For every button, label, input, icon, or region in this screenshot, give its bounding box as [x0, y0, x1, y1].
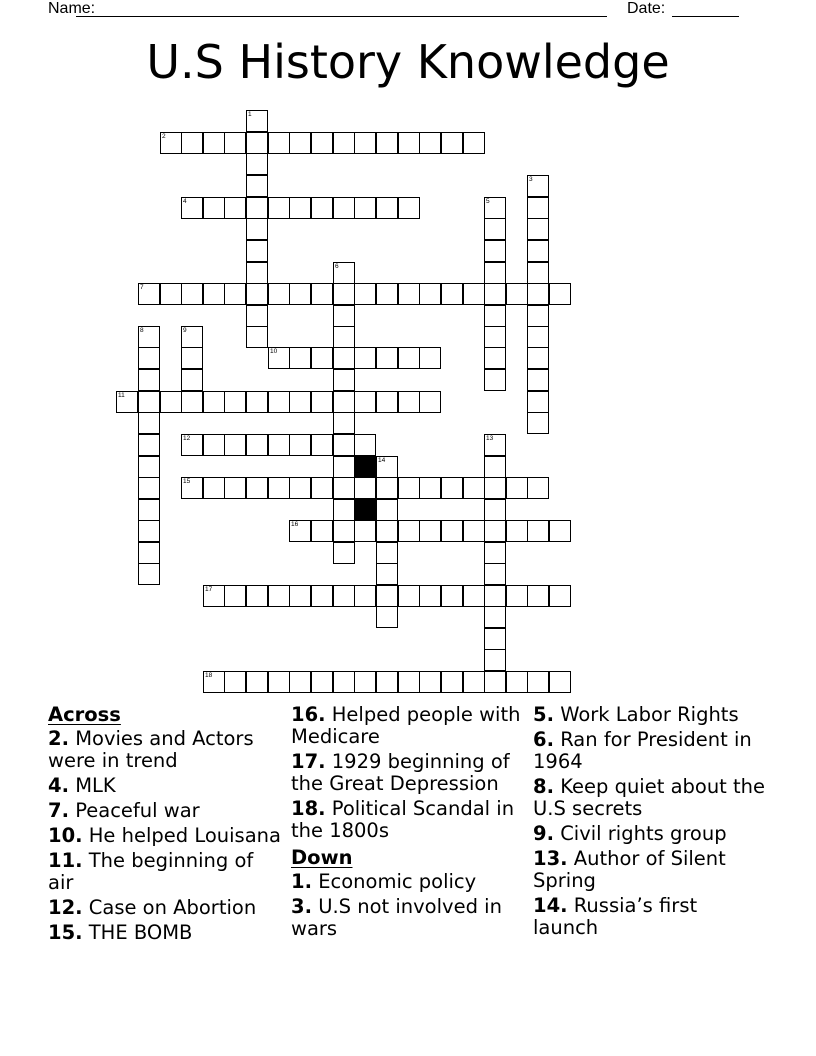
- grid-cell[interactable]: [333, 412, 355, 434]
- grid-cell[interactable]: [246, 197, 268, 219]
- grid-cell[interactable]: [203, 391, 225, 413]
- grid-cell[interactable]: [181, 347, 203, 369]
- grid-cell[interactable]: [246, 175, 268, 197]
- grid-cell[interactable]: [376, 283, 398, 305]
- grid-cell[interactable]: [246, 671, 268, 693]
- grid-cell[interactable]: [398, 477, 420, 499]
- grid-cell[interactable]: [419, 520, 441, 542]
- grid-cell[interactable]: [549, 585, 571, 607]
- grid-cell[interactable]: [289, 197, 311, 219]
- cell-number: 10: [270, 348, 278, 355]
- grid-cell[interactable]: [138, 456, 160, 478]
- grid-cell[interactable]: [419, 477, 441, 499]
- grid-cell[interactable]: [289, 477, 311, 499]
- grid-cell[interactable]: [268, 585, 290, 607]
- grid-cell[interactable]: [246, 262, 268, 284]
- clue-text: 1929 beginning of the Great Depression: [291, 750, 510, 795]
- grid-cell[interactable]: [549, 283, 571, 305]
- grid-cell[interactable]: [527, 391, 549, 413]
- grid-cell[interactable]: [527, 347, 549, 369]
- grid-cell[interactable]: [268, 197, 290, 219]
- grid-cell[interactable]: [268, 391, 290, 413]
- grid-cell[interactable]: [549, 671, 571, 693]
- grid-cell[interactable]: [311, 477, 333, 499]
- clue-text: Economic policy: [318, 870, 477, 893]
- clue-number: 1.: [291, 870, 312, 893]
- cell-number: 1: [248, 111, 252, 118]
- clue-column-1: [48, 702, 282, 947]
- grid-cell[interactable]: [268, 347, 290, 369]
- grid-cell[interactable]: [138, 563, 160, 585]
- grid-cell[interactable]: [333, 520, 355, 542]
- grid-cell[interactable]: [527, 305, 549, 327]
- clue-item: [533, 776, 767, 820]
- grid-cell[interactable]: [138, 391, 160, 413]
- clue-item: [533, 704, 767, 726]
- cell-number: 13: [486, 435, 494, 442]
- clue-number: 16.: [291, 703, 326, 726]
- grid-cell[interactable]: [246, 585, 268, 607]
- grid-cell[interactable]: [311, 671, 333, 693]
- grid-cell[interactable]: [138, 326, 160, 348]
- grid-cell[interactable]: [463, 283, 485, 305]
- grid-cell[interactable]: [333, 391, 355, 413]
- grid-cell[interactable]: [506, 283, 528, 305]
- black-square: [354, 456, 376, 478]
- grid-cell[interactable]: [246, 153, 268, 175]
- cell-number: 6: [335, 263, 339, 270]
- grid-cell[interactable]: [484, 542, 506, 564]
- grid-cell[interactable]: [333, 477, 355, 499]
- grid-cell[interactable]: [419, 283, 441, 305]
- cell-number: 16: [291, 521, 299, 528]
- grid-cell[interactable]: [138, 283, 160, 305]
- grid-cell[interactable]: [246, 477, 268, 499]
- grid-cell[interactable]: [354, 520, 376, 542]
- clue-number: 12.: [48, 896, 83, 919]
- grid-cell[interactable]: [376, 477, 398, 499]
- clue-item: [48, 775, 282, 797]
- clue-text: The beginning of air: [48, 849, 254, 894]
- grid-cell[interactable]: [484, 262, 506, 284]
- cell-number: 17: [205, 586, 213, 593]
- clue-number: 13.: [533, 847, 568, 870]
- grid-cell[interactable]: [527, 197, 549, 219]
- grid-cell[interactable]: [419, 671, 441, 693]
- grid-cell[interactable]: [333, 434, 355, 456]
- grid-cell[interactable]: [354, 585, 376, 607]
- date-line[interactable]: [672, 16, 739, 17]
- grid-cell[interactable]: [419, 347, 441, 369]
- grid-cell[interactable]: [376, 347, 398, 369]
- clue-text: Ran for President in 1964: [533, 728, 752, 773]
- clue-item: [48, 728, 282, 772]
- grid-cell[interactable]: [246, 326, 268, 348]
- grid-cell[interactable]: [484, 283, 506, 305]
- grid-cell[interactable]: [376, 563, 398, 585]
- clue-text: Political Scandal in the 1800s: [291, 797, 515, 842]
- grid-cell[interactable]: [311, 347, 333, 369]
- grid-cell[interactable]: [484, 197, 506, 219]
- grid-cell[interactable]: [289, 671, 311, 693]
- grid-cell[interactable]: [376, 391, 398, 413]
- grid-cell[interactable]: [268, 671, 290, 693]
- cell-number: 7: [140, 284, 144, 291]
- grid-cell[interactable]: [116, 391, 138, 413]
- clue-item: [533, 729, 767, 773]
- grid-cell[interactable]: [333, 197, 355, 219]
- date-label: Date:: [627, 0, 666, 17]
- grid-cell[interactable]: [181, 369, 203, 391]
- clue-text: U.S not involved in wars: [291, 895, 502, 940]
- grid-cell[interactable]: [484, 649, 506, 671]
- grid-cell[interactable]: [333, 305, 355, 327]
- clue-text: Author of Silent Spring: [533, 847, 726, 892]
- grid-cell[interactable]: [527, 671, 549, 693]
- grid-cell[interactable]: [484, 628, 506, 650]
- grid-cell[interactable]: [484, 585, 506, 607]
- grid-cell[interactable]: [333, 347, 355, 369]
- grid-cell[interactable]: [354, 434, 376, 456]
- grid-cell[interactable]: [398, 520, 420, 542]
- clue-item: [291, 704, 525, 748]
- clue-text: Russia’s first launch: [533, 894, 698, 939]
- grid-cell[interactable]: [181, 434, 203, 456]
- grid-cell[interactable]: [138, 412, 160, 434]
- cell-number: 3: [529, 176, 533, 183]
- grid-cell[interactable]: [527, 326, 549, 348]
- clue-number: 9.: [533, 822, 554, 845]
- grid-cell[interactable]: [181, 132, 203, 154]
- grid-cell[interactable]: [333, 671, 355, 693]
- grid-cell[interactable]: [138, 477, 160, 499]
- grid-cell[interactable]: [441, 520, 463, 542]
- grid-cell[interactable]: [333, 456, 355, 478]
- grid-cell[interactable]: [398, 671, 420, 693]
- grid-cell[interactable]: [463, 671, 485, 693]
- grid-cell[interactable]: [506, 520, 528, 542]
- clue-number: 7.: [48, 799, 69, 822]
- grid-cell[interactable]: [181, 283, 203, 305]
- grid-cell[interactable]: [224, 434, 246, 456]
- grid-cell[interactable]: [268, 434, 290, 456]
- clue-number: 6.: [533, 728, 554, 751]
- clue-item: [48, 850, 282, 894]
- grid-cell[interactable]: [203, 671, 225, 693]
- grid-cell[interactable]: [441, 132, 463, 154]
- clue-number: 11.: [48, 849, 83, 872]
- grid-cell[interactable]: [333, 283, 355, 305]
- grid-cell[interactable]: [376, 671, 398, 693]
- grid-cell[interactable]: [181, 197, 203, 219]
- grid-cell[interactable]: [138, 542, 160, 564]
- grid-cell[interactable]: [289, 347, 311, 369]
- clue-item: [291, 798, 525, 842]
- grid-cell[interactable]: [333, 326, 355, 348]
- grid-cell[interactable]: [376, 197, 398, 219]
- clue-section-heading: Down: [291, 846, 353, 869]
- clue-text: Case on Abortion: [88, 896, 257, 919]
- grid-cell[interactable]: [181, 326, 203, 348]
- grid-cell[interactable]: [311, 520, 333, 542]
- clue-item: [533, 895, 767, 939]
- grid-cell[interactable]: [484, 563, 506, 585]
- grid-cell[interactable]: [203, 585, 225, 607]
- grid-cell[interactable]: [311, 585, 333, 607]
- grid-cell[interactable]: [484, 369, 506, 391]
- grid-cell[interactable]: [138, 369, 160, 391]
- grid-cell[interactable]: [527, 477, 549, 499]
- grid-cell[interactable]: [311, 391, 333, 413]
- grid-cell[interactable]: [441, 283, 463, 305]
- grid-cell[interactable]: [224, 391, 246, 413]
- grid-cell[interactable]: [463, 520, 485, 542]
- grid-cell[interactable]: [138, 520, 160, 542]
- clue-text: Helped people with Medicare: [291, 703, 521, 748]
- grid-cell[interactable]: [224, 671, 246, 693]
- grid-cell[interactable]: [311, 197, 333, 219]
- grid-cell[interactable]: [419, 132, 441, 154]
- grid-cell[interactable]: [463, 477, 485, 499]
- grid-cell[interactable]: [527, 369, 549, 391]
- clue-section-heading: Across: [48, 703, 121, 726]
- clue-number: 14.: [533, 894, 568, 917]
- grid-cell[interactable]: [224, 283, 246, 305]
- name-label: Name:: [48, 0, 96, 17]
- clue-column-3: [533, 702, 767, 942]
- clue-text: Peaceful war: [75, 799, 200, 822]
- cell-number: 18: [205, 672, 213, 679]
- grid-cell[interactable]: [506, 477, 528, 499]
- clue-text: Work Labor Rights: [560, 703, 739, 726]
- grid-cell[interactable]: [138, 347, 160, 369]
- grid-cell[interactable]: [311, 434, 333, 456]
- grid-cell[interactable]: [246, 110, 268, 132]
- grid-cell[interactable]: [484, 434, 506, 456]
- grid-cell[interactable]: [484, 326, 506, 348]
- clue-number: 3.: [291, 895, 312, 918]
- grid-cell[interactable]: [246, 218, 268, 240]
- clue-item: [533, 823, 767, 845]
- grid-cell[interactable]: [527, 240, 549, 262]
- grid-cell[interactable]: [527, 283, 549, 305]
- clue-number: 10.: [48, 824, 83, 847]
- clue-text: Civil rights group: [560, 822, 727, 845]
- grid-cell[interactable]: [376, 606, 398, 628]
- grid-cell[interactable]: [527, 175, 549, 197]
- grid-cell[interactable]: [354, 132, 376, 154]
- grid-cell[interactable]: [289, 283, 311, 305]
- page-title: U.S History Knowledge: [146, 35, 670, 89]
- grid-cell[interactable]: [246, 305, 268, 327]
- cell-number: 5: [486, 198, 490, 205]
- grid-cell[interactable]: [246, 434, 268, 456]
- grid-cell[interactable]: [246, 391, 268, 413]
- grid-cell[interactable]: [333, 132, 355, 154]
- grid-cell[interactable]: [376, 132, 398, 154]
- grid-cell[interactable]: [289, 391, 311, 413]
- clue-text: Keep quiet about the U.S secrets: [533, 775, 766, 820]
- grid-cell[interactable]: [224, 477, 246, 499]
- grid-cell[interactable]: [398, 585, 420, 607]
- grid-cell[interactable]: [354, 197, 376, 219]
- grid-cell[interactable]: [398, 391, 420, 413]
- grid-cell[interactable]: [484, 606, 506, 628]
- grid-cell[interactable]: [398, 283, 420, 305]
- grid-cell[interactable]: [376, 520, 398, 542]
- grid-cell[interactable]: [181, 477, 203, 499]
- clue-item: [48, 922, 282, 944]
- grid-cell[interactable]: [441, 585, 463, 607]
- grid-cell[interactable]: [398, 197, 420, 219]
- grid-cell[interactable]: [463, 132, 485, 154]
- grid-cell[interactable]: [333, 369, 355, 391]
- grid-cell[interactable]: [160, 391, 182, 413]
- grid-cell[interactable]: [549, 520, 571, 542]
- grid-cell[interactable]: [484, 456, 506, 478]
- clue-text: He helped Louisana: [88, 824, 281, 847]
- grid-cell[interactable]: [527, 520, 549, 542]
- name-line[interactable]: [76, 16, 607, 17]
- grid-cell[interactable]: [484, 240, 506, 262]
- grid-cell[interactable]: [484, 305, 506, 327]
- grid-cell[interactable]: [224, 585, 246, 607]
- grid-cell[interactable]: [484, 477, 506, 499]
- grid-cell[interactable]: [333, 499, 355, 521]
- grid-cell[interactable]: [484, 218, 506, 240]
- grid-cell[interactable]: [398, 132, 420, 154]
- cell-number: 2: [162, 133, 166, 140]
- grid-cell[interactable]: [138, 499, 160, 521]
- grid-cell[interactable]: [376, 542, 398, 564]
- grid-cell[interactable]: [289, 520, 311, 542]
- clue-item: [48, 897, 282, 919]
- grid-cell[interactable]: [224, 132, 246, 154]
- grid-cell[interactable]: [354, 391, 376, 413]
- grid-cell[interactable]: [376, 499, 398, 521]
- clue-item: [291, 896, 525, 940]
- grid-cell[interactable]: [354, 477, 376, 499]
- grid-cell[interactable]: [311, 132, 333, 154]
- grid-cell[interactable]: [268, 477, 290, 499]
- grid-cell[interactable]: [138, 434, 160, 456]
- grid-cell[interactable]: [268, 132, 290, 154]
- grid-cell[interactable]: [463, 585, 485, 607]
- clue-number: 17.: [291, 750, 326, 773]
- grid-cell[interactable]: [527, 585, 549, 607]
- clue-item: [533, 848, 767, 892]
- cell-number: 9: [183, 327, 187, 334]
- grid-cell[interactable]: [484, 671, 506, 693]
- grid-cell[interactable]: [527, 218, 549, 240]
- clue-item: [291, 751, 525, 795]
- grid-cell[interactable]: [289, 132, 311, 154]
- clue-number: 2.: [48, 727, 69, 750]
- grid-cell[interactable]: [160, 283, 182, 305]
- grid-cell[interactable]: [289, 434, 311, 456]
- grid-cell[interactable]: [203, 477, 225, 499]
- clue-number: 18.: [291, 797, 326, 820]
- clue-text: THE BOMB: [88, 921, 193, 944]
- grid-cell[interactable]: [181, 391, 203, 413]
- black-square: [354, 499, 376, 521]
- grid-cell[interactable]: [506, 585, 528, 607]
- clue-item: [48, 800, 282, 822]
- grid-cell[interactable]: [398, 347, 420, 369]
- clue-item: [48, 825, 282, 847]
- grid-cell[interactable]: [203, 283, 225, 305]
- clue-text: Movies and Actors were in trend: [48, 727, 254, 772]
- grid-cell[interactable]: [506, 671, 528, 693]
- cell-number: 12: [183, 435, 191, 442]
- grid-cell[interactable]: [160, 132, 182, 154]
- grid-cell[interactable]: [484, 499, 506, 521]
- cell-number: 14: [378, 457, 386, 464]
- grid-cell[interactable]: [354, 671, 376, 693]
- grid-cell[interactable]: [333, 542, 355, 564]
- cell-number: 4: [183, 198, 187, 205]
- clue-number: 8.: [533, 775, 554, 798]
- cell-number: 15: [183, 478, 191, 485]
- grid-cell[interactable]: [354, 283, 376, 305]
- grid-cell[interactable]: [484, 520, 506, 542]
- grid-cell[interactable]: [333, 585, 355, 607]
- clue-number: 4.: [48, 774, 69, 797]
- grid-cell[interactable]: [203, 434, 225, 456]
- grid-cell[interactable]: [419, 585, 441, 607]
- grid-cell[interactable]: [224, 197, 246, 219]
- grid-cell[interactable]: [333, 262, 355, 284]
- grid-cell[interactable]: [311, 283, 333, 305]
- clue-number: 5.: [533, 703, 554, 726]
- clue-column-2: [291, 702, 525, 943]
- grid-cell[interactable]: [441, 477, 463, 499]
- grid-cell[interactable]: [268, 283, 290, 305]
- grid-cell[interactable]: [376, 456, 398, 478]
- clue-text: MLK: [75, 774, 116, 797]
- grid-cell[interactable]: [203, 197, 225, 219]
- grid-cell[interactable]: [484, 347, 506, 369]
- grid-cell[interactable]: [527, 262, 549, 284]
- grid-cell[interactable]: [441, 671, 463, 693]
- grid-cell[interactable]: [246, 132, 268, 154]
- clue-number: 15.: [48, 921, 83, 944]
- grid-cell[interactable]: [354, 347, 376, 369]
- cell-number: 11: [118, 392, 125, 399]
- grid-cell[interactable]: [419, 391, 441, 413]
- grid-cell[interactable]: [376, 585, 398, 607]
- header: [0, 0, 816, 22]
- grid-cell[interactable]: [203, 132, 225, 154]
- cell-number: 8: [140, 327, 144, 334]
- grid-cell[interactable]: [246, 240, 268, 262]
- grid-cell[interactable]: [289, 585, 311, 607]
- grid-cell[interactable]: [527, 412, 549, 434]
- clue-item: [291, 871, 525, 893]
- grid-cell[interactable]: [246, 283, 268, 305]
